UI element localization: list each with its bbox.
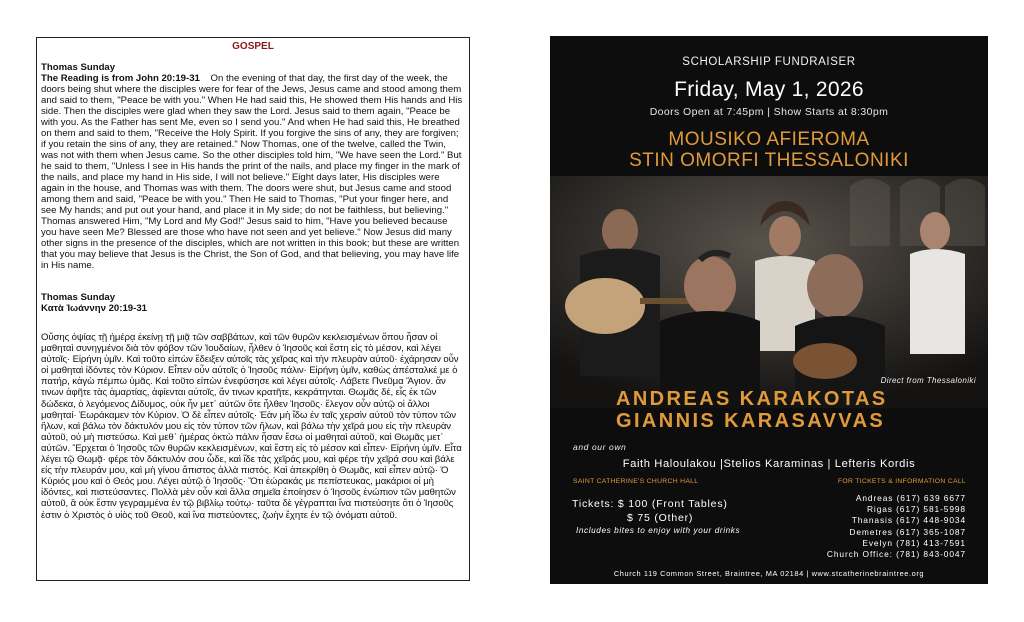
musicians-photo-illustration	[550, 176, 988, 408]
tickets-info-label: FOR TICKETS & INFORMATION CALL	[837, 478, 966, 485]
english-heading-day: Thomas Sunday	[41, 62, 116, 73]
venue-label: SAINT CATHERINE'S CHURCH HALL	[573, 478, 699, 485]
flyer-kicker: SCHOLARSHIP FUNDRAISER	[682, 56, 856, 68]
musicians-photo	[550, 176, 988, 408]
contact-item: Andreas (617) 639 6677	[855, 493, 966, 503]
direct-from-label: Direct from Thessaloniki	[880, 376, 976, 385]
greek-reading-text: Οὔσης ὀψίας τῇ ἡμέρᾳ ἐκείνῃ τῇ μιᾷ τῶν σαββάτων, καὶ τῶν θυρῶν κεκλεισμένων ὅπου ἦσαν οἱ μαθηταὶ συνηγμένοι διὰ τὸν φόβον τῶν Ἰουδαίων, ἦλθεν ὁ Ἰησοῦς καὶ ἔστη εἰς τὸ μέσον, καὶ λέγει αὐτοῖς· Εἰρήνη ὑμῖν. Καὶ τοῦτο εἰπὼν ἔδειξεν αὐτοῖς τὰς χεῖρας καὶ τὴν πλευρὰν αὐτοῦ· ἐχάρησαν οὖν οἱ μαθηταὶ ἰδόντες τὸν Κύριον. Εἶπεν οὖν αὐτοῖς ὁ Ἰησοῦς πάλιν· Εἰρήνη ὑμῖν, καθὼς ἀπέσταλκέ με ὁ πατήρ, κἀγὼ πέμπω ὑμᾶς. Καὶ τοῦτο εἰπὼν ἐνεφύσησε καὶ λέγει αὐτοῖς· Λάβετε Πνεῦμα Ἅγιον. ἄν τινων ἀφῆτε τὰς ἁμαρτίας, ἀφίενται αὐτοῖς, ἄν τινων κρατῆτε, κεκράτηνται. Θωμᾶς δέ, εἷς ἐκ τῶν δώδεκα, ὁ λεγόμενος Δίδυμος, οὐκ ἦν μετ᾽ αὐτῶν ὅτε ἦλθεν Ἰησοῦς· ἔλεγον οὖν αὐτῷ οἱ ἄλλοι μαθηταί· Ἑωράκαμεν τὸν Κύριον. Ὁ δὲ εἶπεν αὐτοῖς· Ἐὰν μὴ ἴδω ἐν ταῖς χερσὶν αὐτοῦ τὸν τύπον τῶν ἥλων, καὶ βάλω τὸν δάκτυλόν μου εἰς τὸν τύπον τῶν ἥλων, καὶ βάλω τὴν χεῖρά μου εἰς τὴν πλευρὰν αὐτοῦ, οὐ μὴ πιστεύσω. Καὶ μεθ᾽ ἡμέρας ὀκτὼ πάλιν ἦσαν ἔσω οἱ μαθηταὶ αὐτοῦ, καὶ Θωμᾶς μετ᾽ αὐτῶν. Ἔρχεται ὁ Ἰησοῦς τῶν θυρῶν κεκλεισμένων, καὶ ἔστη εἰς τὸ μέσον καὶ εἶπεν· Εἰρήνη ὑμῖν. Εἶτα λέγει τῷ Θωμᾷ· φέρε τὸν δάκτυλόν σου ὧδε, καὶ ἴδε τὰς χεῖράς μου, καὶ φέρε τὴν χεῖρά σου καὶ βάλε εἰς τὴν πλευράν μου, καὶ μὴ γίνου ἄπιστος ἀλλὰ πιστός. Καὶ ἀπεκρίθη ὁ Θωμᾶς, καὶ εἶπεν αὐτῷ· Ὁ Κύριός μου καὶ ὁ Θεός μου. Λέγει αὐτῷ ὁ Ἰησοῦς· Ὅτι ἑώρακάς με πεπίστευκας, μακάριοι οἱ μὴ ἰδόντες, καὶ πιστεύσαντες. Πολλὰ μὲν οὖν καὶ ἄλλα σημεῖα ἐποίησεν ὁ Ἰησοῦς ἐνώπιον τῶν μαθητῶν αὐτοῦ, ἃ οὐκ ἔστιν γεγραμμένα ἐν τῷ βιβλίῳ τούτῳ· ταῦτα δὲ γέγραπται ἵνα πιστεύσητε ὅτι ὁ Ἰησοῦς ἐστιν ὁ Χριστὸς ὁ υἱὸς τοῦ Θεοῦ, καὶ ἵνα πιστεύοντες, ζωὴν ἔχητε ἐν τῷ ὀνόματι αὐτοῦ.	[41, 332, 462, 521]
ticket-price-front: Tickets: $ 100 (Front Tables)	[572, 498, 728, 510]
event-flyer	[550, 36, 988, 584]
local-performers: Faith Haloulakou |Stelios Karaminas | Lefteris Kordis	[622, 458, 916, 470]
contact-item: Rigas (617) 581-5998	[866, 504, 966, 515]
greek-heading-reference: Κατὰ Ἰωάννην 20:19-31	[41, 303, 147, 314]
contact-item: Church Office: (781) 843-0047	[826, 549, 966, 560]
bites-note: Includes bites to enjoy with your drinks	[576, 526, 741, 535]
contact-item: Evelyn (781) 413-7591	[862, 537, 966, 548]
gospel-page	[36, 37, 470, 581]
contact-item: Demetres (617) 365-1087	[849, 526, 966, 537]
event-times: Doors Open at 7:45pm | Show Starts at 8:30pm	[649, 106, 889, 118]
ticket-prices	[572, 497, 728, 525]
contact-list	[827, 493, 966, 560]
headliner-2: GIANNIS KARASAVVAS	[616, 410, 886, 432]
headliner-1: ANDREAS KARAKOTAS	[616, 388, 888, 410]
english-heading-reference: The Reading is from John 20:19-31	[41, 73, 200, 84]
show-title-line1: MOUSIKO AFIEROMA	[668, 129, 870, 150]
and-our-own-label: and our own	[573, 442, 627, 452]
greek-heading-day: Thomas Sunday	[41, 292, 116, 303]
event-date: Friday, May 1, 2026	[674, 78, 864, 101]
english-reading-text: On the evening of that day, the first day of the week, the doors being shut where the disciples were for fear of the Jews, Jesus came and stood among them and said to them, "Peace be with you." When He had said this, He showed them His hands and His side. Then the disciples were glad when they saw the Lord. Jesus said to them again, "Peace be with you. As the Father has sent Me, even so I send you." And when He had said this, He breathed on them and said to them, "Receive the Holy Spirit. If you forgive the sins of any, they are forgiven; if you retain the sins of any, they are retained." Now Thomas, one of the twelve, called the Twin, was not with them when Jesus came. So the other disciples told him, "We have seen the Lord." But he said to them, "Unless I see in His hands the print of the nails, and place my finger in the mark of the nails, and place my hand in His side, I will not believe." Eight days later, His disciples were again in the house, and Thomas was with them. The doors were shut, but Jesus came and stood among them and said, "Peace be with you." Then He said to Thomas, "Put your finger here, and see My hands; and put out your hand, and place it in My side; do not be faithless, but believing." Thomas answered Him, "My Lord and My God!" Jesus said to him, "Have you believed because you have seen Me? Blessed are those who have not seen and yet believe." Now Jesus did many other signs in the presence of the disciples, which are not written in this book; but these are written that you may believe that Jesus is the Christ, the Son of God, and that believing, you may have life in His name.	[41, 73, 463, 271]
gospel-title: GOSPEL	[232, 41, 274, 52]
show-title-line2: STIN OMORFI THESSALONIKI	[629, 150, 909, 171]
ticket-price-other: $ 75 (Other)	[627, 512, 694, 524]
contact-item: Thanasis (617) 448-9034	[851, 515, 966, 526]
english-reading	[41, 73, 465, 271]
flyer-footer: Church 119 Common Street, Braintree, MA 02184 | www.stcatherinebraintree.org	[613, 569, 925, 578]
